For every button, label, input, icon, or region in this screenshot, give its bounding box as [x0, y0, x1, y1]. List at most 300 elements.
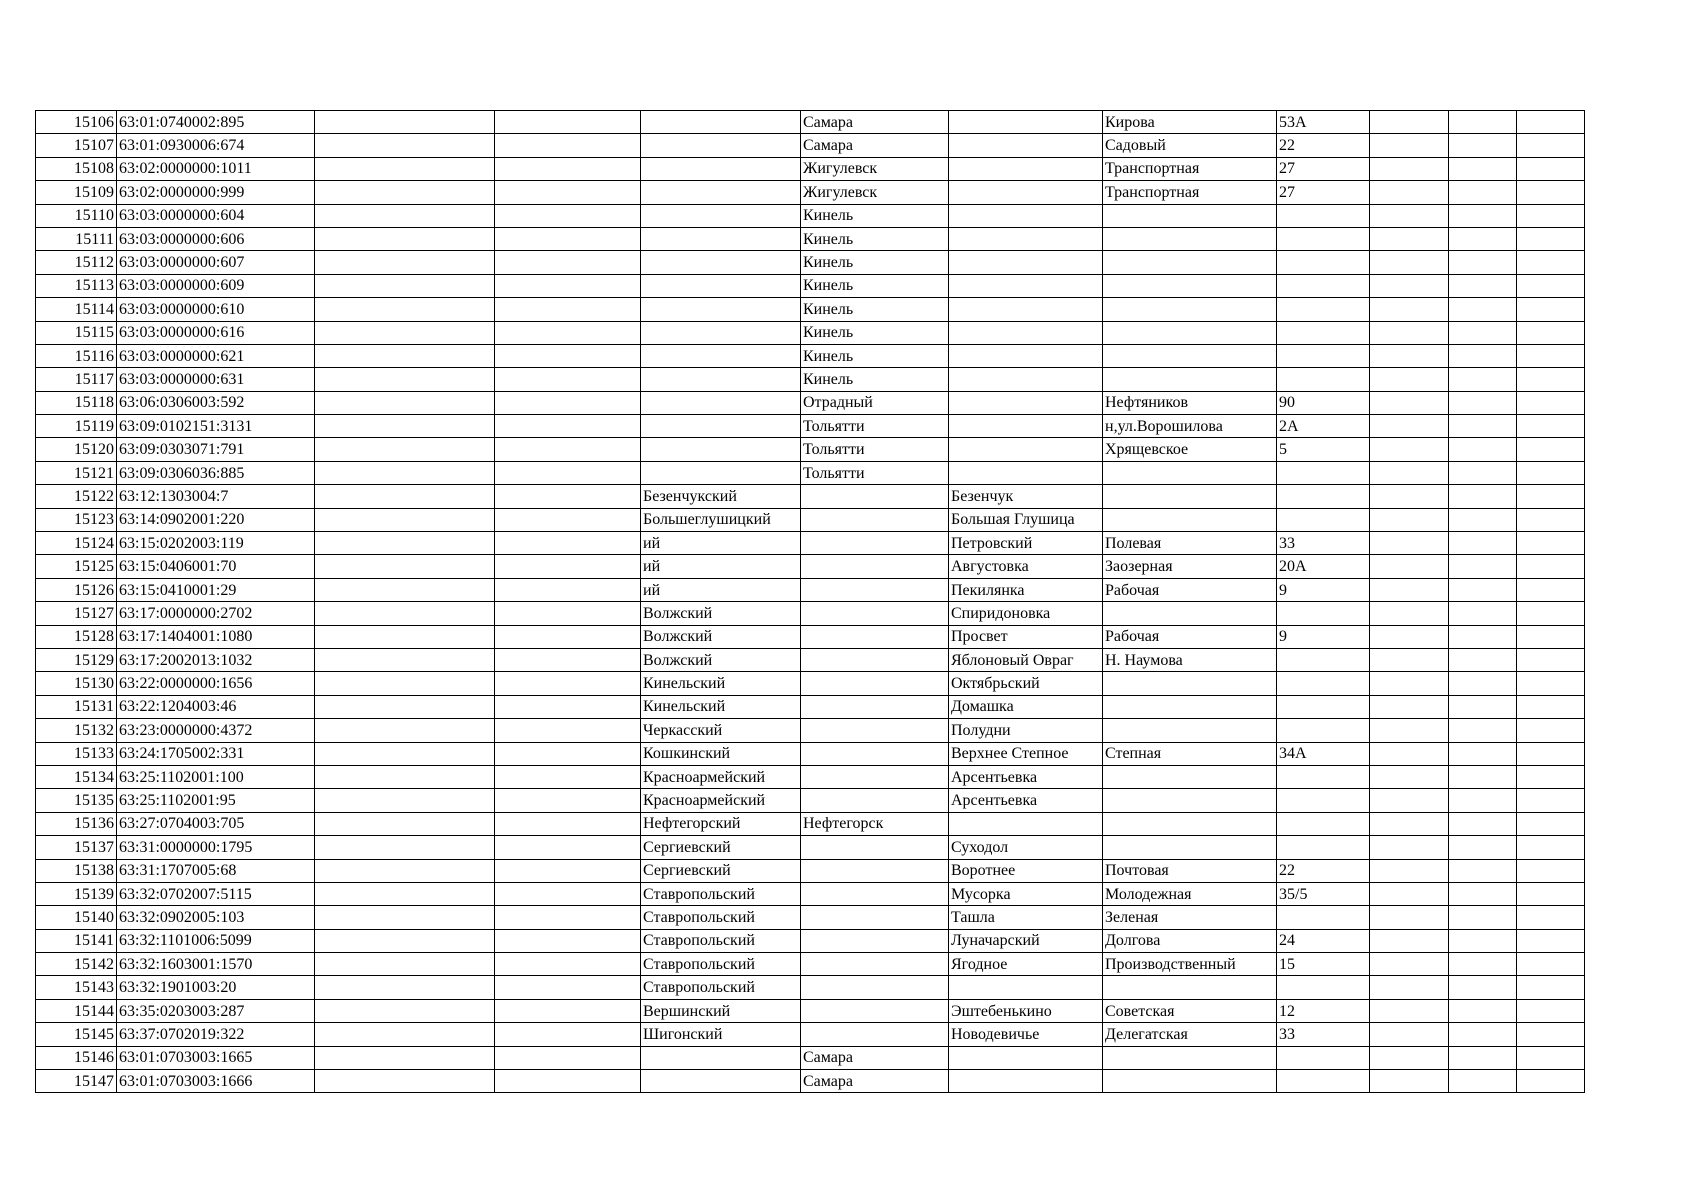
table-row — [36, 251, 1585, 274]
cell-cadastral-number: 63:06:0306003:592 — [117, 391, 315, 414]
cell-street: Делегатская — [1103, 1023, 1277, 1046]
cell-column-4 — [495, 882, 641, 905]
cell-column-10 — [1370, 976, 1449, 999]
cell-column-12 — [1517, 251, 1585, 274]
cell-house-number — [1277, 906, 1370, 929]
cell-settlement: Мусорка — [949, 882, 1103, 905]
cell-record-number: 15127 — [36, 602, 117, 625]
cell-column-11 — [1449, 953, 1517, 976]
cell-column-4 — [495, 415, 641, 438]
cell-record-number: 15133 — [36, 742, 117, 765]
table-row — [36, 111, 1585, 134]
cell-street: Степная — [1103, 742, 1277, 765]
cell-cadastral-number: 63:02:0000000:1011 — [117, 157, 315, 180]
cell-column-4 — [495, 1023, 641, 1046]
table-row — [36, 555, 1585, 578]
cell-street — [1103, 508, 1277, 531]
cell-column-3 — [315, 1023, 495, 1046]
cell-cadastral-number: 63:22:0000000:1656 — [117, 672, 315, 695]
table-row — [36, 134, 1585, 157]
cell-city — [801, 999, 949, 1022]
cell-column-10 — [1370, 1046, 1449, 1069]
cell-city — [801, 555, 949, 578]
cell-cadastral-number: 63:22:1204003:46 — [117, 695, 315, 718]
cell-column-10 — [1370, 906, 1449, 929]
cell-column-12 — [1517, 859, 1585, 882]
cell-house-number: 53А — [1277, 111, 1370, 134]
cell-column-4 — [495, 625, 641, 648]
cell-district — [641, 391, 801, 414]
cell-column-12 — [1517, 765, 1585, 788]
cell-column-4 — [495, 789, 641, 812]
table-row — [36, 391, 1585, 414]
cell-column-4 — [495, 602, 641, 625]
cell-settlement — [949, 298, 1103, 321]
cell-record-number: 15131 — [36, 695, 117, 718]
cell-column-12 — [1517, 1023, 1585, 1046]
cell-column-3 — [315, 321, 495, 344]
cell-column-10 — [1370, 929, 1449, 952]
cell-column-11 — [1449, 999, 1517, 1022]
cell-settlement: Воротнее — [949, 859, 1103, 882]
cell-settlement: Арсентьевка — [949, 765, 1103, 788]
cell-column-12 — [1517, 882, 1585, 905]
cell-street: Кирова — [1103, 111, 1277, 134]
cell-column-12 — [1517, 204, 1585, 227]
cell-district — [641, 181, 801, 204]
cell-district — [641, 344, 801, 367]
cell-street — [1103, 719, 1277, 742]
registry-table — [35, 110, 1585, 1093]
cell-street — [1103, 461, 1277, 484]
cell-house-number — [1277, 976, 1370, 999]
cell-column-11 — [1449, 157, 1517, 180]
cell-column-10 — [1370, 836, 1449, 859]
cell-column-11 — [1449, 1023, 1517, 1046]
cell-district: ий — [641, 532, 801, 555]
cell-settlement: Верхнее Степное — [949, 742, 1103, 765]
cell-district — [641, 368, 801, 391]
cell-column-11 — [1449, 602, 1517, 625]
cell-house-number — [1277, 368, 1370, 391]
cell-column-3 — [315, 485, 495, 508]
table-row — [36, 719, 1585, 742]
cell-cadastral-number: 63:03:0000000:606 — [117, 227, 315, 250]
cell-city: Самара — [801, 1070, 949, 1093]
cell-column-4 — [495, 765, 641, 788]
cell-city: Кинель — [801, 204, 949, 227]
table-row — [36, 578, 1585, 601]
cell-city: Нефтегорск — [801, 812, 949, 835]
cell-house-number — [1277, 227, 1370, 250]
cell-record-number: 15113 — [36, 274, 117, 297]
cell-cadastral-number: 63:02:0000000:999 — [117, 181, 315, 204]
cell-record-number: 15118 — [36, 391, 117, 414]
cell-district — [641, 298, 801, 321]
cell-house-number — [1277, 602, 1370, 625]
cell-column-10 — [1370, 812, 1449, 835]
cell-column-3 — [315, 227, 495, 250]
cell-city: Самара — [801, 111, 949, 134]
cell-street — [1103, 204, 1277, 227]
table-row — [36, 1023, 1585, 1046]
cell-column-11 — [1449, 929, 1517, 952]
cell-cadastral-number: 63:09:0102151:3131 — [117, 415, 315, 438]
cell-settlement — [949, 111, 1103, 134]
cell-column-10 — [1370, 648, 1449, 671]
cell-column-4 — [495, 1046, 641, 1069]
cell-column-3 — [315, 251, 495, 274]
cell-cadastral-number: 63:03:0000000:631 — [117, 368, 315, 391]
cell-settlement: Безенчук — [949, 485, 1103, 508]
table-row — [36, 789, 1585, 812]
cell-column-4 — [495, 391, 641, 414]
cell-city — [801, 602, 949, 625]
cell-column-10 — [1370, 251, 1449, 274]
cell-column-3 — [315, 765, 495, 788]
cell-district: Красноармейский — [641, 789, 801, 812]
cell-settlement — [949, 344, 1103, 367]
cell-column-4 — [495, 812, 641, 835]
cell-settlement — [949, 157, 1103, 180]
cell-street: Полевая — [1103, 532, 1277, 555]
cell-house-number — [1277, 344, 1370, 367]
cell-record-number: 15107 — [36, 134, 117, 157]
cell-district — [641, 204, 801, 227]
cell-house-number — [1277, 274, 1370, 297]
cell-column-11 — [1449, 836, 1517, 859]
cell-street: Рабочая — [1103, 578, 1277, 601]
cell-column-11 — [1449, 227, 1517, 250]
cell-cadastral-number: 63:01:0703003:1665 — [117, 1046, 315, 1069]
cell-column-4 — [495, 298, 641, 321]
cell-record-number: 15137 — [36, 836, 117, 859]
cell-record-number: 15108 — [36, 157, 117, 180]
cell-district: Ставропольский — [641, 929, 801, 952]
table-row — [36, 204, 1585, 227]
cell-street — [1103, 976, 1277, 999]
cell-district: ий — [641, 578, 801, 601]
table-row — [36, 648, 1585, 671]
table-row — [36, 181, 1585, 204]
cell-column-12 — [1517, 789, 1585, 812]
cell-city — [801, 859, 949, 882]
cell-house-number: 5 — [1277, 438, 1370, 461]
cell-column-12 — [1517, 1070, 1585, 1093]
cell-house-number: 9 — [1277, 578, 1370, 601]
cell-column-10 — [1370, 111, 1449, 134]
cell-column-4 — [495, 719, 641, 742]
cell-record-number: 15120 — [36, 438, 117, 461]
cell-cadastral-number: 63:12:1303004:7 — [117, 485, 315, 508]
cell-settlement: Суходол — [949, 836, 1103, 859]
cell-city — [801, 578, 949, 601]
cell-house-number — [1277, 321, 1370, 344]
cell-settlement: Полудни — [949, 719, 1103, 742]
cell-cadastral-number: 63:01:0740002:895 — [117, 111, 315, 134]
cell-street: Нефтяников — [1103, 391, 1277, 414]
cell-column-4 — [495, 157, 641, 180]
cell-cadastral-number: 63:25:1102001:100 — [117, 765, 315, 788]
cell-district — [641, 415, 801, 438]
cell-house-number — [1277, 648, 1370, 671]
cell-city — [801, 906, 949, 929]
cell-house-number: 24 — [1277, 929, 1370, 952]
cell-column-11 — [1449, 391, 1517, 414]
cell-column-11 — [1449, 438, 1517, 461]
cell-column-10 — [1370, 532, 1449, 555]
cell-column-11 — [1449, 461, 1517, 484]
cell-column-4 — [495, 111, 641, 134]
cell-column-3 — [315, 532, 495, 555]
cell-house-number — [1277, 485, 1370, 508]
cell-street — [1103, 321, 1277, 344]
cell-settlement: Новодевичье — [949, 1023, 1103, 1046]
cell-column-3 — [315, 789, 495, 812]
cell-settlement: Августовка — [949, 555, 1103, 578]
cell-district: Вершинский — [641, 999, 801, 1022]
cell-column-4 — [495, 461, 641, 484]
cell-cadastral-number: 63:15:0202003:119 — [117, 532, 315, 555]
cell-cadastral-number: 63:25:1102001:95 — [117, 789, 315, 812]
cell-house-number: 35/5 — [1277, 882, 1370, 905]
cell-house-number — [1277, 672, 1370, 695]
cell-street: Рабочая — [1103, 625, 1277, 648]
cell-record-number: 15114 — [36, 298, 117, 321]
cell-street — [1103, 695, 1277, 718]
cell-cadastral-number: 63:15:0406001:70 — [117, 555, 315, 578]
cell-column-10 — [1370, 274, 1449, 297]
cell-column-11 — [1449, 625, 1517, 648]
cell-column-3 — [315, 344, 495, 367]
cell-column-12 — [1517, 461, 1585, 484]
cell-house-number — [1277, 789, 1370, 812]
table-row — [36, 999, 1585, 1022]
cell-column-3 — [315, 508, 495, 531]
table-row — [36, 298, 1585, 321]
cell-column-11 — [1449, 204, 1517, 227]
cell-city: Кинель — [801, 227, 949, 250]
cell-record-number: 15143 — [36, 976, 117, 999]
table-row — [36, 953, 1585, 976]
cell-column-4 — [495, 204, 641, 227]
cell-record-number: 15122 — [36, 485, 117, 508]
cell-column-10 — [1370, 882, 1449, 905]
cell-column-3 — [315, 953, 495, 976]
cell-street: н,ул.Ворошилова — [1103, 415, 1277, 438]
cell-settlement: Петровский — [949, 532, 1103, 555]
cell-column-4 — [495, 251, 641, 274]
cell-street: Хрящевское — [1103, 438, 1277, 461]
cell-settlement: Просвет — [949, 625, 1103, 648]
cell-street — [1103, 1070, 1277, 1093]
cell-record-number: 15132 — [36, 719, 117, 742]
cell-settlement — [949, 134, 1103, 157]
cell-column-11 — [1449, 321, 1517, 344]
cell-column-11 — [1449, 1046, 1517, 1069]
cell-record-number: 15145 — [36, 1023, 117, 1046]
cell-settlement: Домашка — [949, 695, 1103, 718]
cell-settlement — [949, 976, 1103, 999]
cell-column-12 — [1517, 672, 1585, 695]
table-row — [36, 742, 1585, 765]
cell-city: Тольятти — [801, 461, 949, 484]
cell-column-11 — [1449, 134, 1517, 157]
cell-column-12 — [1517, 648, 1585, 671]
cell-cadastral-number: 63:32:0702007:5115 — [117, 882, 315, 905]
cell-house-number: 27 — [1277, 181, 1370, 204]
table-row — [36, 321, 1585, 344]
cell-cadastral-number: 63:23:0000000:4372 — [117, 719, 315, 742]
cell-column-10 — [1370, 227, 1449, 250]
cell-column-10 — [1370, 391, 1449, 414]
cell-record-number: 15134 — [36, 765, 117, 788]
cell-settlement — [949, 274, 1103, 297]
cell-column-11 — [1449, 555, 1517, 578]
cell-column-12 — [1517, 438, 1585, 461]
table-row — [36, 695, 1585, 718]
cell-house-number: 22 — [1277, 859, 1370, 882]
cell-column-4 — [495, 906, 641, 929]
table-row — [36, 274, 1585, 297]
cell-column-3 — [315, 672, 495, 695]
cell-column-4 — [495, 859, 641, 882]
cell-column-12 — [1517, 1046, 1585, 1069]
cell-house-number — [1277, 1046, 1370, 1069]
cell-city — [801, 695, 949, 718]
cell-house-number — [1277, 251, 1370, 274]
cell-city: Жигулевск — [801, 181, 949, 204]
cell-district: Волжский — [641, 602, 801, 625]
cell-street — [1103, 812, 1277, 835]
cell-column-12 — [1517, 532, 1585, 555]
cell-settlement: Спиридоновка — [949, 602, 1103, 625]
cell-settlement — [949, 1046, 1103, 1069]
cell-record-number: 15117 — [36, 368, 117, 391]
cell-house-number — [1277, 812, 1370, 835]
cell-record-number: 15111 — [36, 227, 117, 250]
cell-column-12 — [1517, 742, 1585, 765]
cell-settlement: Ягодное — [949, 953, 1103, 976]
cell-house-number: 34А — [1277, 742, 1370, 765]
cell-record-number: 15121 — [36, 461, 117, 484]
cell-cadastral-number: 63:17:2002013:1032 — [117, 648, 315, 671]
cell-column-3 — [315, 298, 495, 321]
cell-column-4 — [495, 368, 641, 391]
cell-district: Шигонский — [641, 1023, 801, 1046]
cell-column-11 — [1449, 882, 1517, 905]
table-row — [36, 672, 1585, 695]
table-row — [36, 368, 1585, 391]
table-row — [36, 532, 1585, 555]
cell-column-12 — [1517, 578, 1585, 601]
cell-column-3 — [315, 274, 495, 297]
cell-column-3 — [315, 859, 495, 882]
cell-column-4 — [495, 976, 641, 999]
cell-district: Ставропольский — [641, 906, 801, 929]
cell-city: Кинель — [801, 368, 949, 391]
cell-district: Сергиевский — [641, 836, 801, 859]
registry-sheet — [35, 110, 1585, 1093]
cell-column-11 — [1449, 508, 1517, 531]
cell-cadastral-number: 63:32:1603001:1570 — [117, 953, 315, 976]
cell-settlement — [949, 204, 1103, 227]
cell-column-4 — [495, 344, 641, 367]
cell-street: Производственный — [1103, 953, 1277, 976]
cell-column-11 — [1449, 298, 1517, 321]
cell-column-10 — [1370, 1023, 1449, 1046]
table-row — [36, 227, 1585, 250]
cell-house-number: 15 — [1277, 953, 1370, 976]
table-row — [36, 625, 1585, 648]
cell-district — [641, 157, 801, 180]
cell-district: Волжский — [641, 625, 801, 648]
cell-column-3 — [315, 134, 495, 157]
cell-street — [1103, 485, 1277, 508]
table-row — [36, 157, 1585, 180]
cell-record-number: 15147 — [36, 1070, 117, 1093]
table-row — [36, 461, 1585, 484]
cell-district — [641, 1046, 801, 1069]
cell-city — [801, 836, 949, 859]
cell-district — [641, 227, 801, 250]
cell-column-11 — [1449, 648, 1517, 671]
cell-column-11 — [1449, 344, 1517, 367]
cell-district — [641, 251, 801, 274]
cell-column-3 — [315, 812, 495, 835]
cell-district: Сергиевский — [641, 859, 801, 882]
cell-city — [801, 508, 949, 531]
cell-column-10 — [1370, 368, 1449, 391]
cell-street — [1103, 672, 1277, 695]
cell-column-11 — [1449, 765, 1517, 788]
cell-column-11 — [1449, 368, 1517, 391]
cell-column-11 — [1449, 181, 1517, 204]
cell-district: Кинельский — [641, 672, 801, 695]
cell-cadastral-number: 63:01:0703003:1666 — [117, 1070, 315, 1093]
cell-column-4 — [495, 508, 641, 531]
cell-column-12 — [1517, 181, 1585, 204]
cell-city — [801, 625, 949, 648]
cell-column-10 — [1370, 298, 1449, 321]
cell-record-number: 15130 — [36, 672, 117, 695]
cell-column-10 — [1370, 999, 1449, 1022]
cell-district — [641, 438, 801, 461]
cell-column-12 — [1517, 976, 1585, 999]
cell-cadastral-number: 63:01:0930006:674 — [117, 134, 315, 157]
cell-house-number — [1277, 508, 1370, 531]
cell-column-3 — [315, 882, 495, 905]
cell-cadastral-number: 63:24:1705002:331 — [117, 742, 315, 765]
cell-district: Большеглушицкий — [641, 508, 801, 531]
cell-cadastral-number: 63:37:0702019:322 — [117, 1023, 315, 1046]
table-row — [36, 882, 1585, 905]
cell-column-12 — [1517, 695, 1585, 718]
cell-settlement: Луначарский — [949, 929, 1103, 952]
cell-city — [801, 976, 949, 999]
cell-column-4 — [495, 181, 641, 204]
cell-settlement: Пекилянка — [949, 578, 1103, 601]
cell-record-number: 15126 — [36, 578, 117, 601]
cell-column-3 — [315, 999, 495, 1022]
cell-settlement — [949, 181, 1103, 204]
table-row — [36, 1070, 1585, 1093]
cell-column-3 — [315, 391, 495, 414]
cell-column-3 — [315, 906, 495, 929]
cell-column-10 — [1370, 953, 1449, 976]
cell-house-number: 2А — [1277, 415, 1370, 438]
cell-cadastral-number: 63:17:1404001:1080 — [117, 625, 315, 648]
